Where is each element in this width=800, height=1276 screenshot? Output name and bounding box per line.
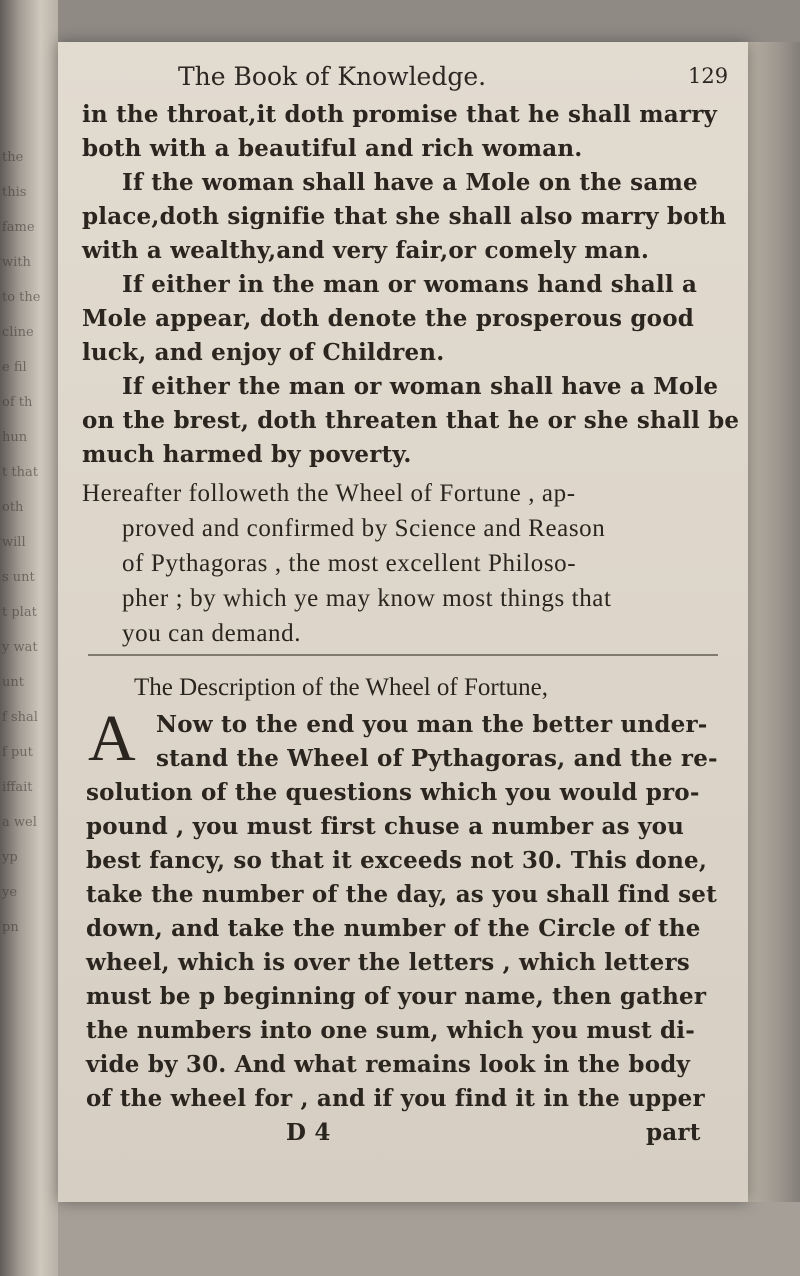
bleed-fragment: f put [2, 745, 33, 760]
paragraph-wheel-intro [82, 476, 730, 651]
page-edge-bottom [58, 1202, 800, 1276]
text-line: must be p beginning of your name, then gather [86, 983, 707, 1010]
text-line: wheel, which is over the letters , which letters [86, 949, 690, 976]
text-line: proved and confirmed by Science and Reason [122, 515, 606, 542]
bleed-fragment: a wel [2, 815, 37, 830]
bleed-fragment: ye [2, 885, 18, 900]
text-line: with a wealthy,and very fair,or comely man. [82, 237, 650, 264]
text-line: of the wheel for , and if you find it in the upper [86, 1085, 705, 1112]
paragraph-wheel-description [86, 702, 734, 1150]
bleed-fragment: the [2, 150, 24, 165]
running-title: The Book of Knowledge. [178, 62, 487, 91]
bleed-fragment: with [2, 255, 31, 270]
text-line: vide by 30. And what remains look in the body [86, 1051, 691, 1078]
text-line: place,doth signifie that she shall also marry both [82, 203, 727, 230]
footer-line [86, 1116, 734, 1150]
text-line: Mole appear, doth denote the prosperous good [82, 305, 695, 332]
bleed-fragment: yp [2, 850, 18, 865]
text-line: on the brest, doth threaten that he or she shall be [82, 407, 740, 434]
text-line: down, and take the number of the Circle of the [86, 915, 701, 942]
bleed-fragment: will [2, 535, 26, 550]
text-line: If either in the man or womans hand shall a [122, 271, 698, 298]
bleed-fragment: to the [2, 290, 41, 305]
bleed-fragment: s unt [2, 570, 35, 585]
page-edge-right [748, 42, 800, 1202]
text-line: pher ; by which ye may know most things that [122, 585, 612, 612]
section-divider [88, 654, 718, 656]
text-line: the numbers into one sum, which you must di- [86, 1017, 695, 1044]
text-line: in the throat,it doth promise that he shall marry [82, 101, 718, 128]
facing-page-bleed [2, 140, 54, 945]
running-header [58, 62, 748, 94]
text-line: Now to the end you man the better under- [156, 711, 708, 738]
text-line: you can demand. [122, 620, 302, 647]
bleed-fragment: e fil [2, 360, 27, 375]
bleed-fragment: cline [2, 325, 34, 340]
text-line: solution of the questions which you would pro- [86, 779, 700, 806]
paragraph-moles [82, 98, 740, 472]
text-line: If the woman shall have a Mole on the same [122, 169, 698, 196]
bleed-fragment: hun [2, 430, 28, 445]
bleed-fragment: t plat [2, 605, 37, 620]
catchword: part [646, 1119, 701, 1146]
bleed-fragment: t that [2, 465, 38, 480]
bleed-fragment: f shal [2, 710, 38, 725]
text-line: of Pythagoras , the most excellent Philoso- [122, 550, 577, 577]
book-page [58, 42, 748, 1202]
bleed-fragment: y wat [2, 640, 38, 655]
text-line: take the number of the day, as you shall find set [86, 881, 717, 908]
text-line: luck, and enjoy of Children. [82, 339, 445, 366]
section-heading: The Description of the Wheel of Fortune, [134, 674, 549, 701]
bleed-fragment: unt [2, 675, 24, 690]
text-line: best fancy, so that it exceeds not 30. This done, [86, 847, 708, 874]
text-line: stand the Wheel of Pythagoras, and the re- [156, 745, 718, 772]
bleed-fragment: fame [2, 220, 35, 235]
text-line: Hereafter followeth the Wheel of Fortune , ap- [82, 480, 576, 507]
signature-mark: D 4 [286, 1119, 331, 1146]
drop-cap: A [88, 702, 136, 775]
text-line: pound , you must first chuse a number as you [86, 813, 685, 840]
text-line: If either the man or woman shall have a Mole [122, 373, 719, 400]
text-line: much harmed by poverty. [82, 441, 412, 468]
page-number: 129 [688, 64, 729, 88]
bleed-fragment: oth [2, 500, 24, 515]
text-line: both with a beautiful and rich woman. [82, 135, 583, 162]
bleed-fragment: this [2, 185, 27, 200]
bleed-fragment: of th [2, 395, 33, 410]
bleed-fragment: pn [2, 920, 19, 935]
bleed-fragment: iffait [2, 780, 33, 795]
